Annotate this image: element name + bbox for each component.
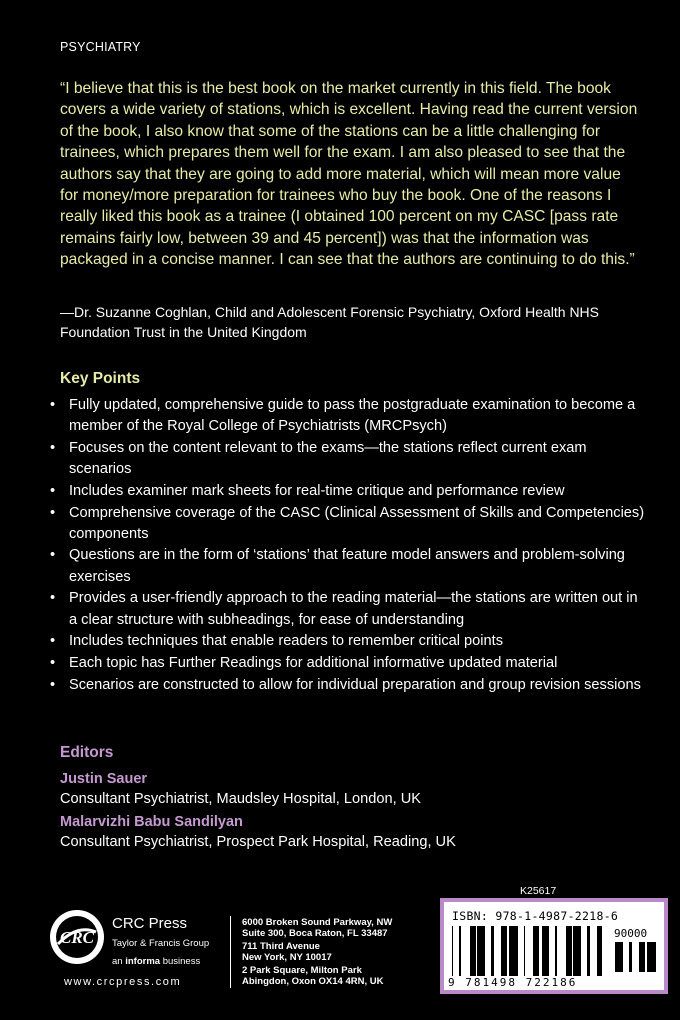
barcode-bar (506, 926, 507, 976)
list-item (48, 588, 648, 630)
barcode-bar (548, 926, 549, 976)
barcode-bar (639, 942, 641, 972)
key-point-text: Includes examiner mark sheets for real-time critique and performance review (69, 482, 565, 499)
address-line: Suite 300, Boca Raton, FL 33487 (242, 928, 388, 939)
editor-affiliation: Consultant Psychiatrist, Maudsley Hospital, London, UK (60, 791, 421, 807)
key-point-text: Comprehensive coverage of the CASC (Clinical Assessment of Skills and Competencies) components (69, 504, 645, 542)
price-barcode-icon (614, 942, 656, 976)
barcode-bar (597, 926, 599, 976)
list-item (48, 545, 648, 587)
barcode-bar (477, 926, 479, 976)
price-code: 90000 (614, 927, 648, 940)
barcode-bar (650, 942, 651, 972)
barcode-bar (483, 926, 485, 976)
publisher-divider (230, 916, 231, 988)
barcode-icon (452, 926, 602, 976)
publisher-name: CRC Press (112, 915, 188, 932)
barcode-bar (543, 926, 545, 976)
product-code: K25617 (520, 885, 557, 897)
bullet-icon: • (50, 633, 56, 650)
barcode-bar (641, 942, 644, 972)
barcode-bar (473, 926, 476, 976)
barcode-bar (471, 926, 473, 976)
barcode-bar (651, 942, 653, 972)
endorsement-quote: “I believe that this is the best book on the market currently in this field. The book covers a wide variety of stations, which is excellent. Having read the current version of the book, I also know that some of the stations can be a little challenging for trainees, which prepares them well for the exam. I am also pleased to see that the authors say that they are going to add more material, which will mean more value for money/more preparation for trainees who buy the book. One of the reasons I really liked this book as a trainee (I obtained 100 percent on my CASC [pass rate remains fairly low, between 39 and 45 percent]) was that the information was packaged in a concise manner. I can see that the authors are continuing to do this.” (60, 80, 638, 269)
barcode-bar (578, 926, 579, 976)
barcode-bar (509, 926, 512, 976)
barcode-panel (440, 898, 668, 994)
address-line: 711 Third Avenue (242, 941, 320, 952)
editor-affiliation: Consultant Psychiatrist, Prospect Park Hospital, Reading, UK (60, 834, 456, 850)
barcode-bar (537, 926, 539, 976)
key-point-text: Each topic has Further Readings for additional informative updated material (69, 654, 558, 671)
barcode-bar (566, 926, 567, 976)
barcode-bar (653, 942, 656, 972)
barcode-bar (599, 926, 602, 976)
editor-name: Malarvizhi Babu Sandilyan (60, 814, 243, 830)
key-point-text: Includes techniques that enable readers to remember critical points (69, 633, 503, 650)
bullet-icon: • (50, 439, 56, 456)
barcode-bar (479, 926, 482, 976)
barcode-bar (587, 926, 590, 976)
key-point-text: Focuses on the content relevant to the exams—the stations reflect current exam scenarios (69, 439, 587, 478)
editor-name: Justin Sauer (60, 771, 148, 787)
list-item (48, 438, 648, 480)
barcode-bar (567, 926, 569, 976)
barcode-bar (620, 942, 621, 972)
bullet-icon: • (50, 676, 56, 693)
address-line: 6000 Broken Sound Parkway, NW (242, 917, 393, 928)
barcode-bar (569, 926, 572, 976)
category-label: PSYCHIATRY (60, 40, 141, 54)
list-item (48, 653, 648, 674)
barcode-bar (545, 926, 548, 976)
bullet-icon: • (50, 397, 56, 413)
barcode-bar (524, 926, 525, 976)
bullet-icon: • (50, 654, 56, 671)
barcode-bar (491, 926, 494, 976)
bullet-icon: • (50, 482, 56, 499)
barcode-bar (536, 926, 537, 976)
barcode-bar (482, 926, 483, 976)
isbn-text: ISBN: 978-1-4987-2218-6 (452, 909, 619, 923)
crc-logo-text: CRC (59, 928, 95, 947)
barcode-bar (579, 926, 581, 976)
bullet-icon: • (50, 504, 56, 521)
barcode-bar (629, 942, 632, 972)
publisher-group: Taylor & Francis Group (112, 938, 210, 949)
key-point-text: Provides a user-friendly approach to the reading material—the stations are written out in a clear structure with subheadings, for ease of understanding (69, 590, 638, 628)
barcode-bar (573, 926, 575, 976)
key-point-text: Questions are in the form of ‘stations’ that feature model answers and problem-solving exercises (69, 547, 625, 585)
barcode-bar (503, 926, 506, 976)
barcode-bar (501, 926, 503, 976)
barcode-bar (575, 926, 578, 976)
list-item (48, 675, 648, 696)
barcode-bar (647, 942, 650, 972)
barcode-bar (542, 926, 543, 976)
bullet-icon: • (50, 547, 56, 564)
address-line: 2 Park Square, Milton Park (242, 965, 362, 976)
quote-attribution: —Dr. Suzanne Coghlan, Child and Adolescent Forensic Psychiatry, Oxford Health NHS Foundation Trust in the United Kingdom (60, 304, 599, 340)
list-item (48, 395, 648, 437)
barcode-bar (617, 942, 620, 972)
editors-heading: Editors (60, 744, 114, 761)
barcode-bar (513, 926, 515, 976)
barcode-bar (512, 926, 513, 976)
bullet-icon: • (50, 590, 56, 607)
key-points-list (48, 395, 648, 696)
key-points-heading: Key Points (60, 370, 141, 387)
barcode-bar (621, 942, 623, 972)
barcode-bar (470, 926, 471, 976)
barcode-bar (452, 926, 453, 976)
address-line: New York, NY 10017 (242, 952, 332, 963)
barcode-bar (555, 926, 557, 976)
barcode-digits: 9 781498 722186 (448, 976, 578, 989)
barcode-bar (533, 926, 536, 976)
address-line: Abingdon, Oxon OX14 4RN, UK (242, 976, 384, 987)
publisher-website[interactable]: www.crcpress.com (64, 976, 182, 988)
list-item (48, 631, 648, 652)
list-item (48, 503, 648, 545)
publisher-informa: an informa business (112, 956, 201, 967)
barcode-bar (459, 926, 461, 976)
list-item (48, 481, 648, 502)
crc-logo-icon (48, 908, 106, 971)
key-point-text: Fully updated, comprehensive guide to pass the postgraduate examination to become a member of the Royal College of Psychiatrists (MRCPsych) (69, 397, 636, 435)
barcode-bar (644, 942, 645, 972)
barcode-bar (615, 942, 617, 972)
key-point-text: Scenarios are constructed to allow for individual preparation and group revision sessions (69, 676, 641, 693)
barcode-bar (515, 926, 518, 976)
